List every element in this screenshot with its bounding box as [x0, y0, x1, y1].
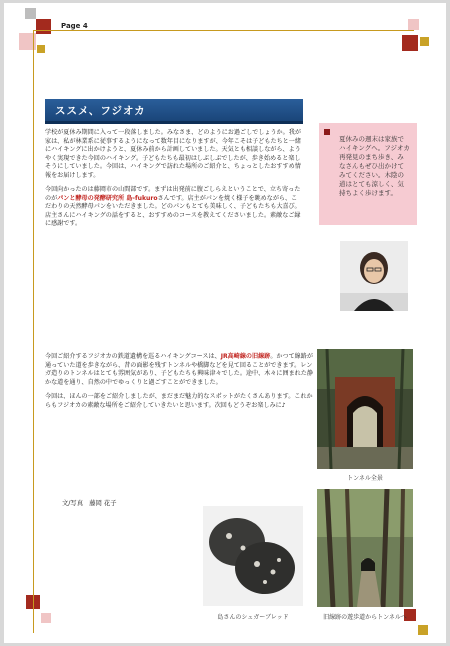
cafe-text-rest: さんです。店主がパンを焼く様子を眺めながら、こだわりの天然酵母パンをいただきました。どのパンもとても美味しく、子どもたちも大喜び。店主さんにハイキングの話をすると、おすすめのコースを教えてくださいました。素敵なご縁に感謝です。	[45, 194, 301, 227]
trail-photo	[317, 489, 413, 607]
page-number: Page 4	[61, 22, 88, 30]
bread-illustration	[203, 506, 303, 606]
article-body	[45, 129, 303, 235]
section-title-bar	[45, 99, 303, 124]
cafe-paragraph	[45, 186, 303, 229]
margin-rule	[33, 30, 34, 633]
trail-caption: 旧線跡の遊歩道からトンネルへ	[323, 614, 407, 621]
sidebar-note	[319, 123, 417, 225]
trail-illustration	[317, 489, 413, 607]
newsletter-page	[4, 3, 446, 643]
intro-paragraph: 学校が夏休み期間に入って一段落しました。みなさま、どのようにお過ごしでしょうか。我が家は、私が林業系に従事するようになって数年目になりますが、今年こそは子どもたちと一緒にハイキングに出かけようと、夏休み前から計画していました。天気とも相談しながら、ようやく実現できた今回のハイキング。子どもたちも最初はしぶしぶでしたが、歩き始めると楽しそうにしていました。今回は、ハイキングで訪れた場所のご紹介と、ちょっとしたおすすめ情報をお届けします。	[45, 129, 301, 179]
corner-square	[25, 8, 36, 19]
section-paragraph	[45, 353, 313, 387]
corner-square	[418, 625, 428, 635]
tunnel-caption: トンネル全景	[347, 475, 383, 482]
header-rule	[34, 30, 414, 31]
corner-square	[41, 613, 51, 623]
tunnel-photo	[317, 349, 413, 469]
cafe-name-highlight: パンと酵母の発酵研究所 島-fukuro	[57, 194, 158, 202]
section-title: ススメ、フジオカ	[55, 105, 146, 117]
corner-square	[420, 37, 429, 46]
cafe-text-prefix: 今回向かったのは藤岡市の山間部です。まずは出発前に腹ごしらえということで、立ち寄ったのが	[45, 186, 301, 202]
closing-paragraph: 今回は、ほんの一部をご紹介しましたが、まだまだ魅力的なスポットがたくさんあります。これからもフジオカの素敵な場所をご紹介していきたいと思います。次回もどうぞお楽しみに♪	[45, 393, 313, 409]
corner-square	[36, 19, 51, 34]
corner-square	[402, 35, 418, 51]
sidebar-marker	[324, 129, 330, 135]
corner-square	[408, 19, 419, 30]
corner-square	[37, 45, 45, 53]
tunnel-illustration	[317, 349, 413, 469]
section-text-prefix: 今回ご紹介するフジオカの鉄道遺構を巡るハイキングコースは、	[45, 353, 221, 360]
author-credit: 文/写真 藤岡 花子	[62, 500, 117, 507]
portrait-illustration	[340, 241, 408, 311]
course-name-highlight: JR高崎線の旧線跡	[220, 353, 271, 360]
article-body-lower	[45, 353, 313, 416]
bread-caption: 島さんのシュガーブレッド	[217, 614, 289, 621]
sidebar-note-text: 夏休みの週末は家族でハイキングへ。フジオカ再発見のまち歩き、みなさんもぜひ出かけてみてください。木陰の道はとても涼しく、気持ちよく歩けます。	[339, 135, 410, 197]
portrait-photo	[340, 241, 408, 311]
section-text-rest: 。かつて線路が通っていた道を歩きながら、昔の面影を残すトンネルや橋脚などを見て回ることができます。レンガ造りのトンネルはとても雰囲気があり、子どもたちも興味津々でした。途中、木々に囲まれた静かな道を通り、自然の中でゆっくりと過ごすことができました。	[45, 353, 313, 386]
bread-photo	[203, 506, 303, 606]
